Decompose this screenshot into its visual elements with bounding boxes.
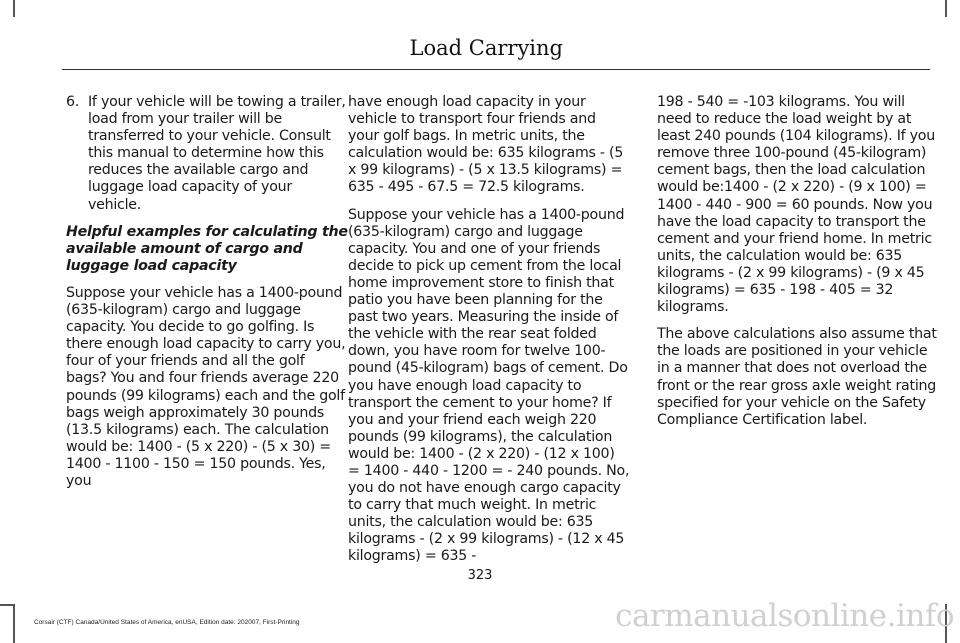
paragraph-axle-note: The above calculations also assume that the loads are positioned in your vehicle in a manner that does not overload the front or the rear gross axle weight rating specified for your vehicle on the Safety Compliance Certification label. xyxy=(657,326,937,428)
page-number: 323 xyxy=(467,568,493,583)
page-title: Load Carrying xyxy=(409,36,563,60)
footer-edition-text: Corsair (CTF) Canada/United States of America, enUSA, Edition date: 202007, First-Printing xyxy=(34,619,300,626)
watermark-logo: carmanualsonline.info xyxy=(615,598,954,634)
crop-mark-top-right-vertical xyxy=(945,0,947,17)
paragraph-golf-example-continued: have enough load capacity in your vehicle to transport four friends and your golf bags. In metric units, the calculation would be: 635 kilograms - (5 x 99 kilograms) - (5 x 13.5 kilograms) = 635 - 495 - 67.5 = 72.5 kilograms. xyxy=(348,94,624,196)
paragraph-golf-example: Suppose your vehicle has a 1400-pound (635-kilogram) cargo and luggage capacity. You decide to go golfing. Is there enough load capacity to carry you, four of your friends and all the golf bags? You and four friends average 220 pounds (99 kilograms) each and the golf bags weigh approximately 30 pounds (13.5 kilograms) each. The calculation would be: 1400 - (5 x 220) - (5 x 30) = 1400 - 1100 - 150 = 150 pounds. Yes, you xyxy=(66,284,346,489)
list-item-number: 6. xyxy=(66,94,80,110)
list-item-text: If your vehicle will be towing a trailer, load from your trailer will be transferred to your vehicle. Consult this manual to determine how this reduces the available cargo and luggage load capacity of your vehicle. xyxy=(88,94,346,213)
header-divider xyxy=(62,69,930,70)
column-2 xyxy=(348,94,630,576)
column-1 xyxy=(66,94,348,500)
crop-mark-bottom-left-horizontal xyxy=(0,604,15,606)
section-subheading: Helpful examples for calculating the available amount of cargo and luggage load capacity xyxy=(66,223,348,274)
list-item xyxy=(66,94,348,214)
paragraph-cement-example-continued: 198 - 540 = -103 kilograms. You will need to reduce the load weight by at least 240 pounds (104 kilograms). If you remove three 100-pound (45-kilogram) cement bags, then the load calculation would be:1400 - (2 x 220) - (9 x 100) = 1400 - 440 - 900 = 60 pounds. Now you have the load capacity to transport the cement and your friend home. In metric units, the calculation would be: 635 kilograms - (2 x 99 kilograms) - (9 x 45 kilograms) = 635 - 198 - 405 = 32 kilograms. xyxy=(657,94,935,316)
crop-mark-top-left-vertical xyxy=(13,0,15,17)
column-3 xyxy=(657,94,939,439)
crop-mark-bottom-left-vertical xyxy=(13,604,15,643)
paragraph-cement-example: Suppose your vehicle has a 1400-pound (635-kilogram) cargo and luggage capacity. You and one of your friends decide to pick up cement from the local home improvement store to finish that patio you have been planning for the past two years. Measuring the inside of the vehicle with the rear seat folded down, you have room for twelve 100-pound (45-kilogram) bags of cement. Do you have enough load capacity to transport the cement to your home? If you and your friend each weigh 220 pounds (99 kilograms), the calculation would be: 1400 - (2 x 220) - (12 x 100) = 1400 - 440 - 1200 = - 240 pounds. No, you do not have enough cargo capacity to carry that much weight. In metric units, the calculation would be: 635 kilograms - (2 x 99 kilograms) - (12 x 45 kilograms) = 635 - xyxy=(348,206,630,565)
